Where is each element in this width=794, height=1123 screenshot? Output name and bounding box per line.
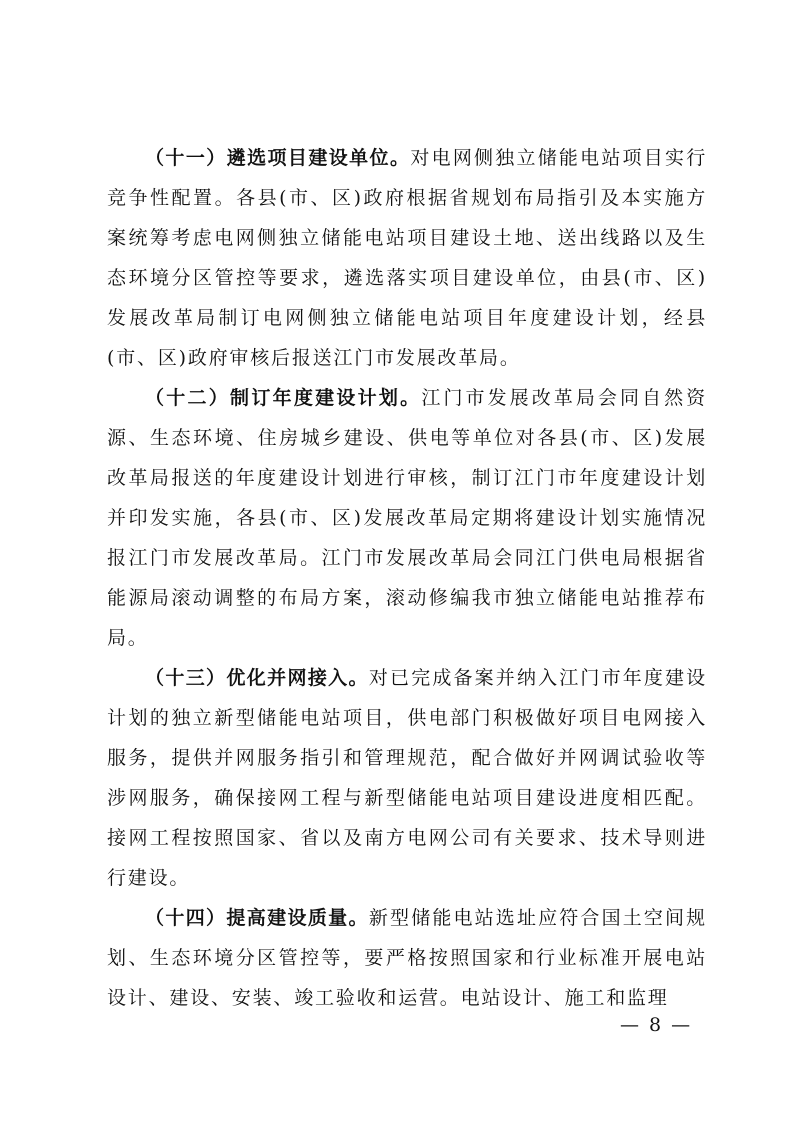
paragraph-13 — [107, 658, 707, 898]
paragraph-text: 对电网侧独立储能电站项目实行竞争性配置。各县(市、区)政府根据省规划布局指引及本实施方案统筹考虑电网侧独立储能电站项目建设土地、送出线路以及生态环境分区管控等要求，遴选落实项目建设单位，由县(市、区)发展改革局制订电网侧独立储能电站项目年度建设计划，经县(市、区)政府审核后报送江门市发展改革局。 — [107, 147, 707, 369]
paragraph-heading: （十四）提高建设质量。 — [145, 907, 369, 929]
paragraph-text: 江门市发展改革局会同自然资源、生态环境、住房城乡建设、供电等单位对各县(市、区)发展改革局报送的年度建设计划进行审核，制订江门市年度建设计划并印发实施，各县(市、区)发展改革局定期将建设计划实施情况报江门市发展改革局。江门市发展改革局会同江门供电局根据省能源局滚动调整的布局方案，滚动修编我市独立储能电站推荐布局。 — [107, 387, 707, 649]
paragraph-heading: （十一）遴选项目建设单位。 — [145, 147, 411, 169]
paragraph-text: 新型储能电站选址应符合国土空间规划、生态环境分区管控等，要严格按照国家和行业标准开展电站设计、建设、安装、竣工验收和运营。电站设计、施工和监理 — [107, 907, 707, 1009]
page-number: — 8 — — [620, 1014, 693, 1036]
paragraph-12 — [107, 378, 707, 658]
paragraph-heading: （十三）优化并网接入。 — [145, 667, 369, 689]
paragraph-14 — [107, 898, 707, 1018]
paragraph-text: 对已完成备案并纳入江门市年度建设计划的独立新型储能电站项目，供电部门积极做好项目电网接入服务，提供并网服务指引和管理规范，配合做好并网调试验收等涉网服务，确保接网工程与新型储能电站项目建设进度相匹配。接网工程按照国家、省以及南方电网公司有关要求、技术导则进行建设。 — [107, 667, 707, 889]
paragraph-heading: （十二）制订年度建设计划。 — [145, 387, 422, 409]
paragraph-11 — [107, 138, 707, 378]
document-body — [107, 138, 707, 1018]
